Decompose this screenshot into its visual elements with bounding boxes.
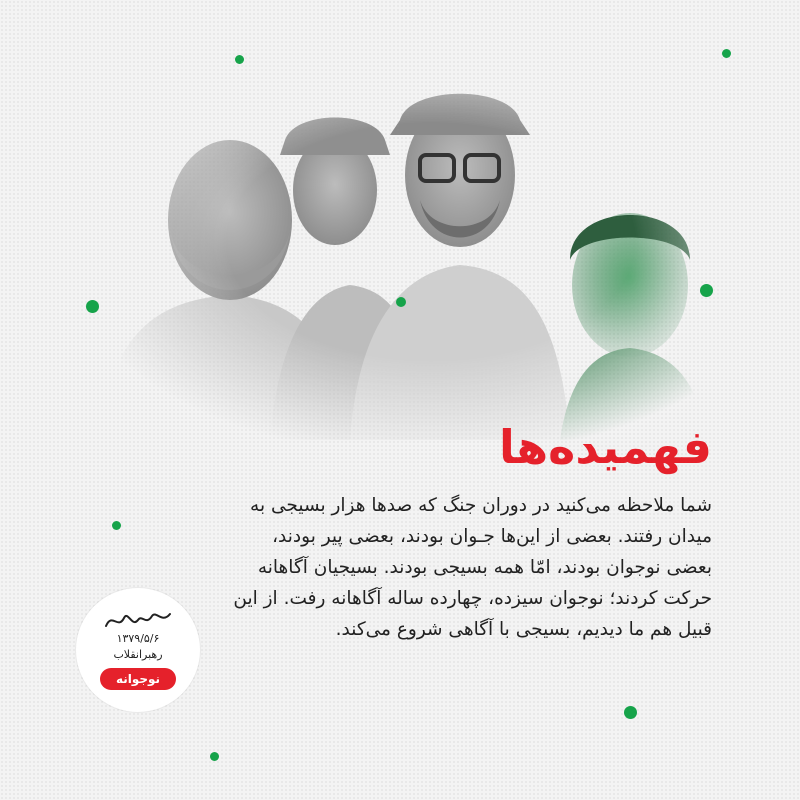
- decor-dot: [624, 706, 637, 719]
- background-photo: [90, 80, 710, 440]
- quote-date: ۱۳۷۹/۵/۶: [116, 632, 160, 645]
- quote-line: بعضی نوجوان بودند، امّا همه بسیجی بودند. بسیجیان آگاهانه: [257, 557, 712, 578]
- decor-dot: [235, 55, 244, 64]
- quote-text: [212, 490, 712, 645]
- quote-line: قبیل هم ما دیدیم، بسیجی با آگاهی شروع می‌کند.: [335, 619, 712, 640]
- quote-line: میدان رفتند. بعضی از این‌ها جـوان بودند، بعضی پیر بودند،: [272, 526, 712, 547]
- signature-icon: [102, 604, 174, 634]
- decor-dot: [722, 49, 731, 58]
- decor-dot: [86, 300, 99, 313]
- brand-logo: نوجوانه: [100, 668, 176, 690]
- page-title: فهمیده‌ها: [499, 420, 712, 474]
- decor-dot: [700, 284, 713, 297]
- quote-line: حرکت کردند؛ نوجوان سیزده، چهارده ساله آگاهانه رفت. از این: [233, 588, 712, 609]
- source-badge: [76, 588, 200, 712]
- decor-dot: [112, 521, 121, 530]
- quote-line: شما ملاحظه می‌کنید در دوران جنگ که صدها هزار بسیجی به: [250, 495, 712, 516]
- speaker-role: رهبرانقلاب: [113, 648, 163, 661]
- decor-dot: [396, 297, 406, 307]
- boy-portrait: [560, 213, 705, 440]
- decor-dot: [210, 752, 219, 761]
